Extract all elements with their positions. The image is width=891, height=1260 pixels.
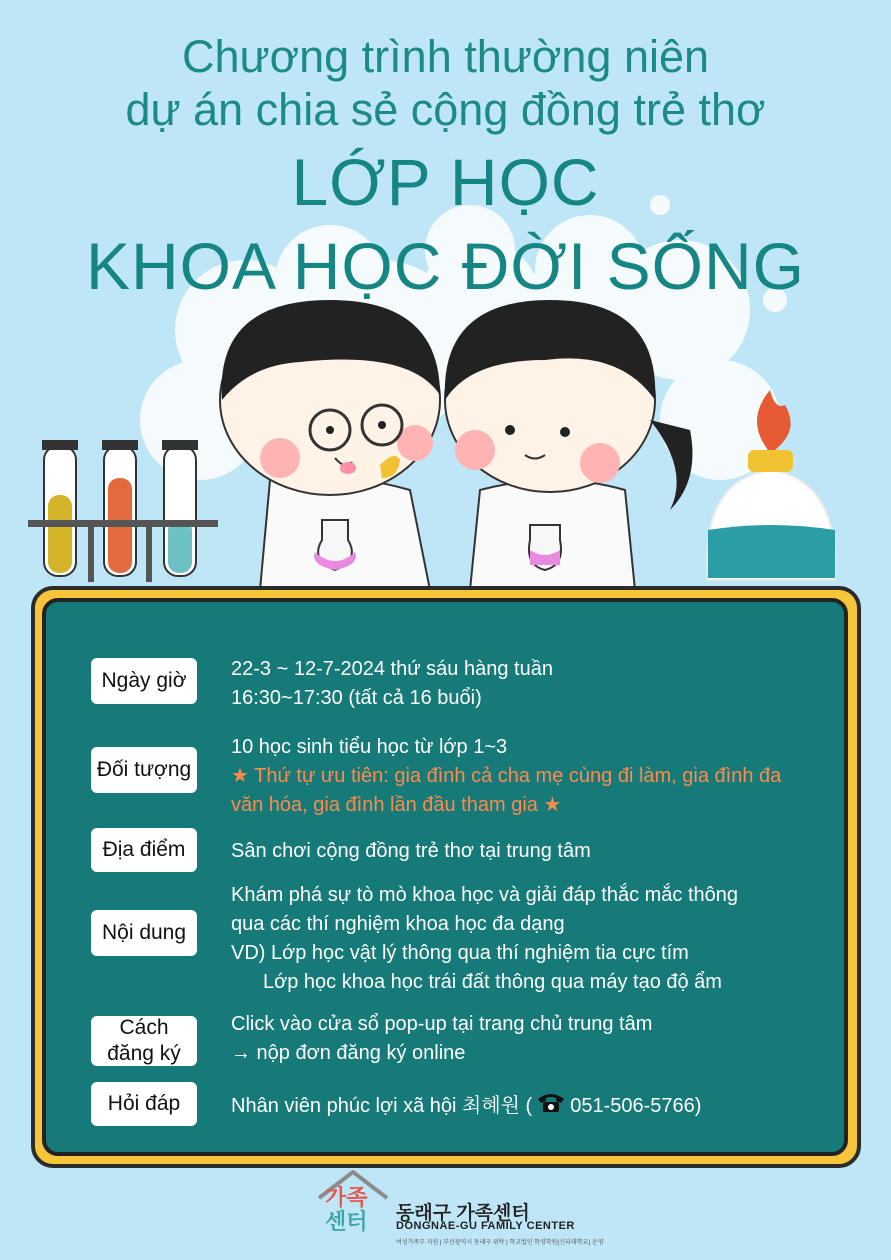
register-line-2: → nộp đơn đăng ký online <box>231 1042 466 1064</box>
logo-line-1: 가족 <box>325 1185 368 1210</box>
target-label: Đối tượng <box>91 747 197 793</box>
date-label: Ngày giờ <box>91 658 197 704</box>
date-text <box>231 655 831 713</box>
location-text <box>231 837 831 866</box>
register-line-1: Click vào cửa sổ pop-up tại trang chủ trung tâm <box>231 1013 653 1035</box>
title-line-1: LỚP HỌC <box>291 145 600 219</box>
content-text <box>231 881 831 997</box>
register-label-line-2: đăng ký <box>107 1042 181 1065</box>
content-line-2: qua các thí nghiệm khoa học đa dạng <box>231 913 565 935</box>
contact-person: Nhân viên phúc lợi xã hội 최혜원 ( <box>231 1095 533 1117</box>
target-text <box>231 733 831 820</box>
phone-icon <box>536 1091 566 1122</box>
register-label <box>91 1016 197 1066</box>
date-line-1: 22-3 ~ 12-7-2024 thứ sáu hàng tuần <box>231 658 553 680</box>
priority-line-1: ★ Thứ tự ưu tiên: gia đình cả cha mẹ cùng đi làm, gia đình đa <box>231 765 782 787</box>
subtitle <box>0 30 891 136</box>
contact-label: Hỏi đáp <box>91 1082 197 1126</box>
subtitle-line-2: dự án chia sẻ cộng đồng trẻ thơ <box>125 84 766 135</box>
title-line-2: KHOA HỌC ĐỜI SỐNG <box>85 229 806 303</box>
content-line-1: Khám phá sự tò mò khoa học và giải đáp thắc mắc thông <box>231 884 739 906</box>
content-line-3: VD) Lớp học vật lý thông qua thí nghiệm tia cực tím <box>231 942 689 964</box>
subtitle-line-1: Chương trình thường niên <box>181 31 710 82</box>
target-line-1: 10 học sinh tiểu học từ lớp 1~3 <box>231 736 508 758</box>
center-name-english: DONGNAE-GU FAMILY CENTER <box>396 1220 575 1232</box>
priority-line-2: văn hóa, gia đình lần đầu tham gia ★ <box>231 794 562 816</box>
date-line-2: 16:30~17:30 (tất cả 16 buổi) <box>231 687 482 709</box>
boy-scientist <box>220 300 440 590</box>
register-label-line-1: Cách <box>119 1016 169 1039</box>
register-text <box>231 1010 831 1068</box>
center-name-korean: 동래구 가족센터 <box>396 1203 530 1224</box>
logo-line-2: 센터 <box>325 1209 368 1234</box>
contact-phone: 051-506-5766) <box>570 1095 702 1117</box>
content-label: Nội dung <box>91 910 197 956</box>
test-tubes-icon <box>28 440 218 582</box>
page-title <box>0 140 891 308</box>
location-line-1: Sân chơi cộng đồng trẻ thơ tại trung tâm <box>231 840 591 862</box>
center-note: 여성가족부 지원 | 부산광역시 동래구 위탁 | 학교법인 학영학원(신라대학교) 운영 <box>396 1240 604 1246</box>
contact-text <box>231 1091 831 1122</box>
logo-text <box>325 1186 368 1234</box>
content-line-4: Lớp học khoa học trái đất thông qua máy tạo độ ẩm <box>263 971 722 993</box>
location-label: Địa điểm <box>91 828 197 872</box>
